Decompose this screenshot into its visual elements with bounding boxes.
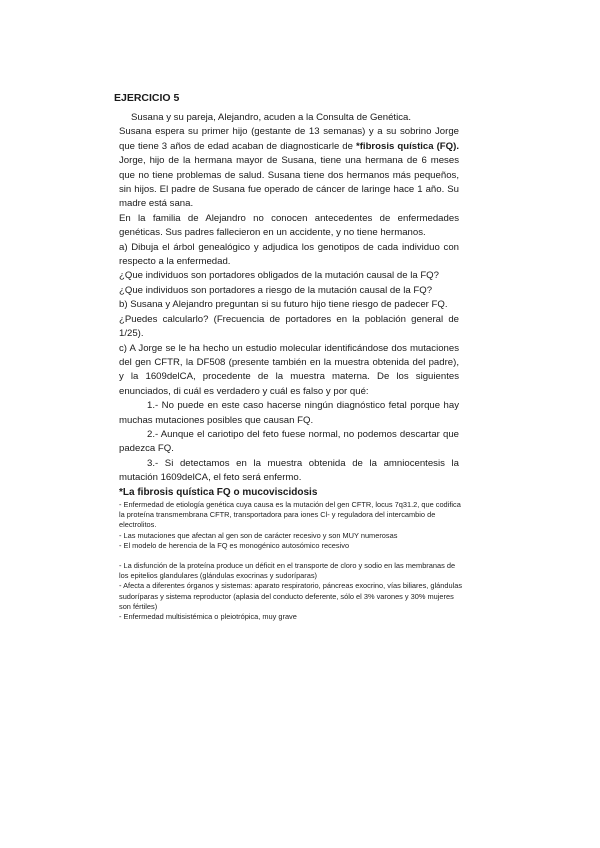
fq-note-4: - La disfunción de la proteína produce un déficit en el transporte de cloro y sodio en las membranas de los epitelios glandulares (glándulas exocrinas y sudoríparas) <box>119 561 456 581</box>
fq-note-1: - Enfermedad de etiología genética cuya causa es la mutación del gen CFTR, locus 7q31.2, que codifica la proteína transmembrana CFTR, transportadora para iones Cl- y reguladora del intercambio de electrolitos. <box>119 500 461 530</box>
fq-note-5: - Afecta a diferentes órganos y sistemas: aparato respiratorio, páncreas exocrino, vías biliares, glándulas sudoríparas y sistema reproductor (aplasia del conducto deferente, sólo el 3% varones y 30% mujeres son fértiles) <box>119 581 463 611</box>
question-risk-carriers: ¿Que individuos son portadores a riesgo de la mutación causal de la FQ? <box>119 284 433 296</box>
statement-2: 2.- Aunque el cariotipo del feto fuese normal, no podemos descartar que padezca FQ. <box>119 428 459 455</box>
intro-text-c: Jorge, hijo de la hermana mayor de Susana, tiene una hermana de 6 meses que no tiene problemas de salud. Susana tiene dos hermanos más pequeños, sin hijos. El padre de Susana fue operado de cáncer de laringe hace 1 año. Su madre está sana. <box>119 155 459 210</box>
fq-note <box>119 487 464 622</box>
statement-3: 3.- Si detectamos en la muestra obtenida de la amniocentesis la mutación 1609delCA, el feto será enfermo. <box>119 457 459 484</box>
exercise-title: EJERCICIO 5 <box>114 92 180 104</box>
fq-note-title: *La fibrosis quística FQ o mucoviscidosis <box>119 487 318 498</box>
statement-1: 1.- No puede en este caso hacerse ningún diagnóstico fetal porque hay muchas mutaciones posibles que causan FQ. <box>119 400 459 426</box>
question-b: b) Susana y Alejandro preguntan si su futuro hijo tiene riesgo de padecer FQ. <box>119 299 448 311</box>
intro-paragraph-3: En la familia de Alejandro no conocen antecedentes de enfermedades genéticas. Sus padres fallecieron en un accidente, y no tiene hermanos. <box>119 212 459 239</box>
fq-note-6: - Enfermedad multisistémica o pleiotrópica, muy grave <box>119 612 297 622</box>
intro-line-1: Susana y su pareja, Alejandro, acuden a la Consulta de Genética. <box>131 112 412 123</box>
question-a: a) Dibuja el árbol genealógico y adjudica los genotipos de cada individuo con respecto a la enfermedad. <box>119 241 459 268</box>
fq-note-3: - El modelo de herencia de la FQ es monogénico autosómico recesivo <box>119 540 350 550</box>
question-c: c) A Jorge se le ha hecho un estudio molecular identificándose dos mutaciones del gen CFTR, la DF508 (presente también en la muestra obtenida del padre), y la 1609delCA, procedente de la muestra materna. De los siguientes enunciados, di cuál es verdadero y cuál es falso y por qué: <box>119 342 459 397</box>
fq-note-2: - Las mutaciones que afectan al gen son de carácter recesivo y son MUY numerosas <box>119 530 398 540</box>
fq-term: *fibrosis quística (FQ). <box>355 140 459 152</box>
question-obligate-carriers: ¿Que individuos son portadores obligados de la mutación causal de la FQ? <box>119 270 439 282</box>
question-calc: ¿Puedes calcularlo? (Frecuencia de portadores en la población general de 1/25). <box>119 313 459 340</box>
intro-paragraph-2 <box>119 125 459 211</box>
exercise-body <box>119 111 459 486</box>
intro-text-a: Susana espera su primer hijo (gestante de 13 semanas) y a su sobrino Jorge que tiene 3 años de edad acaban de diagnosticarle de <box>119 126 459 152</box>
